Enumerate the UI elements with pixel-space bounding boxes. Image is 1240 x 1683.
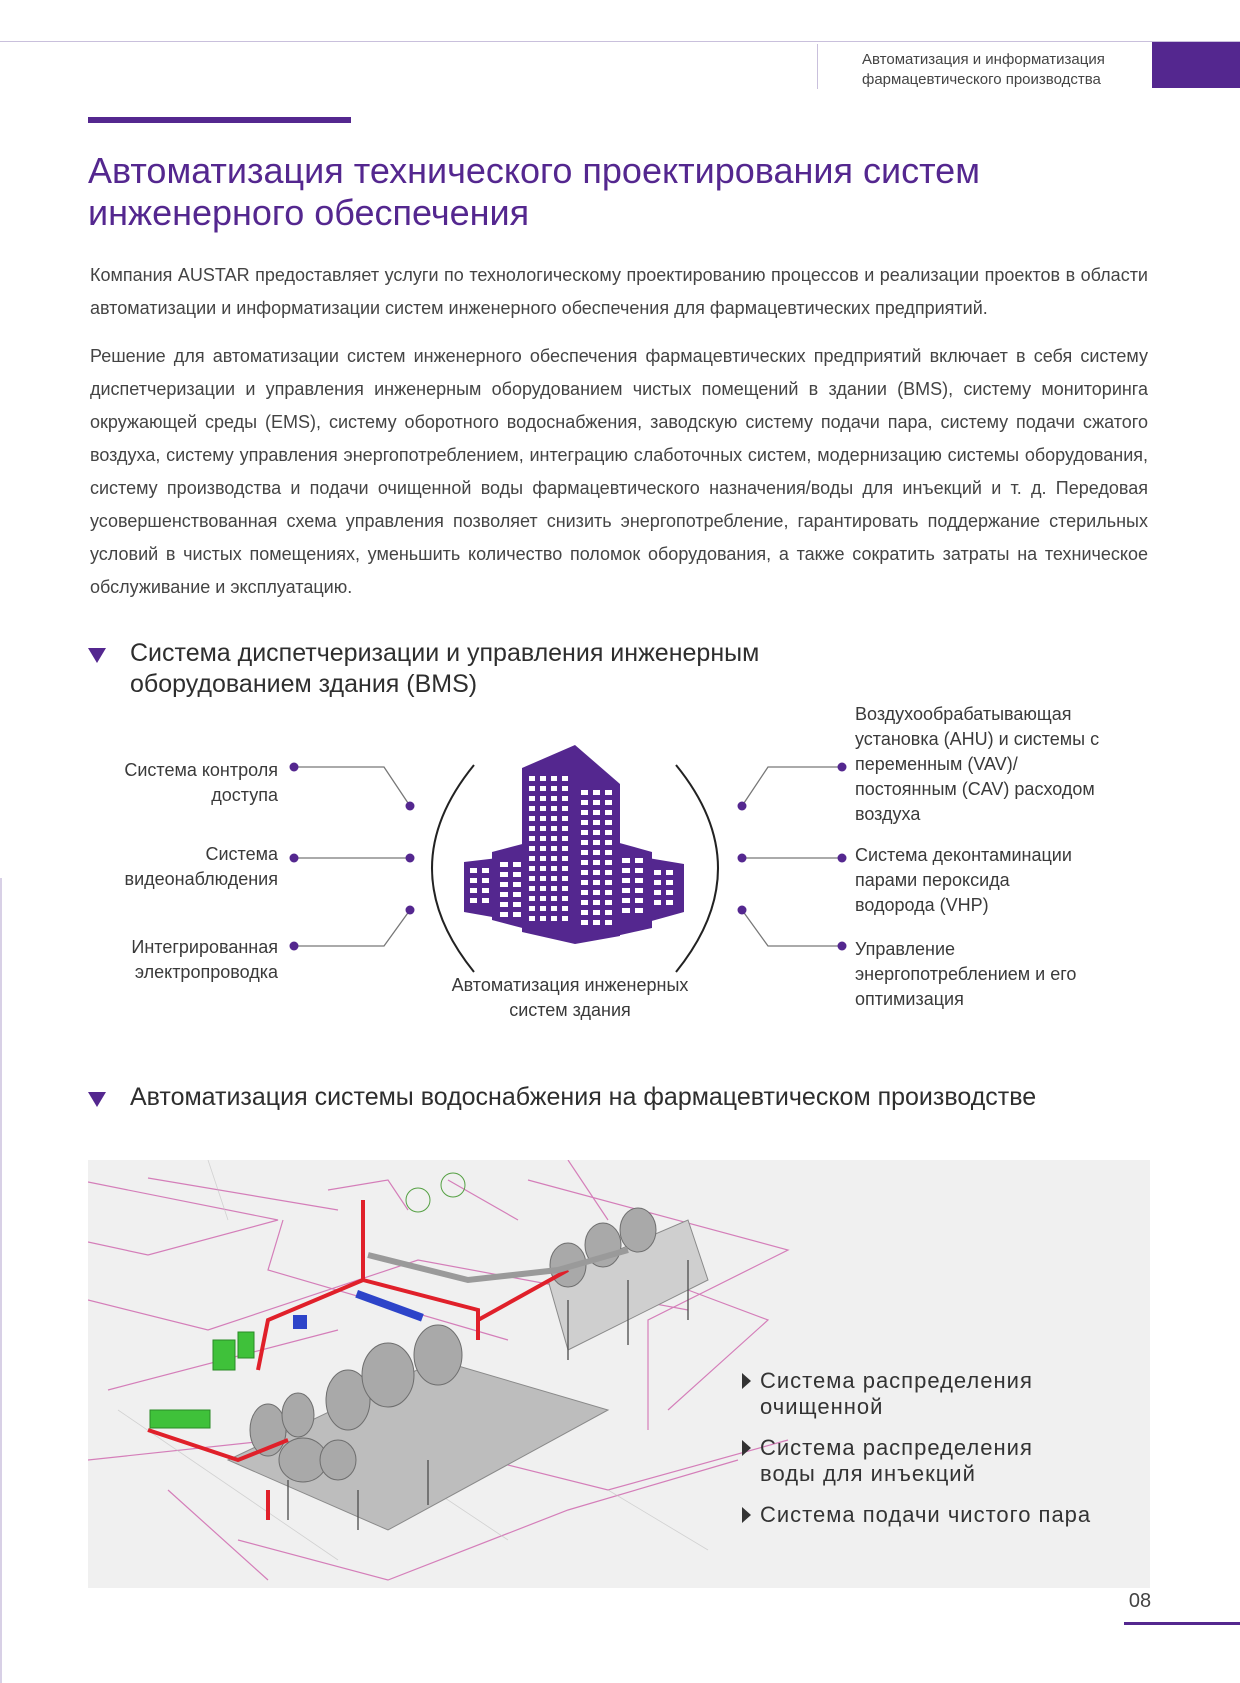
label-line: парами пероксида: [855, 870, 1010, 890]
header-rule: [0, 41, 1240, 42]
label-line: Интегрированная: [131, 937, 278, 957]
window: [529, 776, 535, 781]
window: [551, 786, 557, 791]
label-line: Система: [205, 844, 278, 864]
bms-title-line-2: оборудованием здания (BMS): [130, 670, 478, 698]
window: [605, 830, 612, 835]
window: [562, 896, 568, 901]
left-connectors: [294, 767, 410, 946]
play-arrow-icon: [742, 1373, 751, 1389]
label-line: видеонаблюдения: [124, 869, 278, 889]
window: [513, 902, 521, 907]
label-line: Система контроля: [124, 760, 278, 780]
item-line: очищенной: [760, 1394, 884, 1419]
window: [500, 892, 508, 897]
window: [540, 776, 546, 781]
water-section-title: [88, 1082, 1188, 1113]
right-connectors: [742, 767, 842, 946]
bms-title-line-1: Система диспетчеризации и управления инженерным: [130, 639, 760, 667]
window: [540, 786, 546, 791]
label-line: доступа: [211, 785, 278, 805]
page-number-rule: [1124, 1622, 1240, 1625]
window: [482, 898, 489, 903]
window: [562, 846, 568, 851]
window: [500, 902, 508, 907]
window: [605, 900, 612, 905]
window: [500, 882, 508, 887]
window: [635, 888, 643, 893]
window: [605, 810, 612, 815]
window: [529, 786, 535, 791]
window: [581, 890, 588, 895]
window: [605, 820, 612, 825]
window: [540, 856, 546, 861]
window: [529, 896, 535, 901]
window: [622, 878, 630, 883]
window: [562, 906, 568, 911]
window: [622, 898, 630, 903]
window: [581, 880, 588, 885]
page-number: 08: [1128, 1590, 1152, 1612]
window: [529, 846, 535, 851]
intro-paragraph: Компания AUSTAR предоставляет услуги по технологическому проектированию процессов и реализации проектов в области автоматизации и информатизации систем инженерного обеспечения для фармацевтических предприятий.: [90, 265, 1148, 318]
window: [482, 878, 489, 883]
label-line: Воздухообрабатывающая: [855, 704, 1072, 724]
window: [562, 826, 568, 831]
window: [529, 856, 535, 861]
label-line: энергопотреблением и его: [855, 964, 1077, 984]
window: [605, 890, 612, 895]
window: [635, 868, 643, 873]
window: [540, 866, 546, 871]
water-system-item-3: [742, 1502, 1122, 1528]
window: [654, 880, 661, 885]
window: [581, 920, 588, 925]
building-icon: [464, 745, 684, 944]
window: [529, 836, 535, 841]
window: [562, 916, 568, 921]
window: [551, 836, 557, 841]
window: [529, 806, 535, 811]
window: [581, 850, 588, 855]
window: [540, 876, 546, 881]
water-systems-list: [742, 1368, 1122, 1543]
window: [551, 856, 557, 861]
window: [622, 888, 630, 893]
window: [654, 890, 661, 895]
window: [482, 888, 489, 893]
window: [622, 858, 630, 863]
window: [593, 910, 600, 915]
window: [562, 866, 568, 871]
window: [593, 890, 600, 895]
title-accent-bar: [88, 117, 351, 123]
play-arrow-icon: [742, 1440, 751, 1456]
water-system-item-1: [742, 1368, 1122, 1420]
window: [551, 876, 557, 881]
window: [666, 870, 673, 875]
window: [654, 900, 661, 905]
window: [529, 866, 535, 871]
window: [470, 888, 477, 893]
window: [635, 908, 643, 913]
label-line: постоянным (CAV) расходом: [855, 779, 1095, 799]
label-line: электропроводка: [134, 962, 278, 982]
window: [551, 776, 557, 781]
window: [605, 790, 612, 795]
window: [666, 880, 673, 885]
window: [562, 836, 568, 841]
label-line: Система деконтаминации: [855, 845, 1072, 865]
bms-right-label-1: [855, 702, 1145, 827]
running-header: [862, 50, 1105, 90]
window: [551, 896, 557, 901]
window: [470, 868, 477, 873]
label-line: воздуха: [855, 804, 921, 824]
window: [581, 870, 588, 875]
window: [470, 878, 477, 883]
window: [482, 868, 489, 873]
window: [581, 830, 588, 835]
window: [581, 820, 588, 825]
bms-left-label-2: [88, 842, 278, 892]
window: [581, 790, 588, 795]
window: [551, 826, 557, 831]
window: [540, 906, 546, 911]
window: [593, 820, 600, 825]
running-header-line-2: фармацевтического производства: [862, 71, 1101, 88]
label-line: установка (AHU) и системы с: [855, 729, 1100, 749]
window: [581, 910, 588, 915]
window: [562, 856, 568, 861]
window: [551, 816, 557, 821]
header-divider: [817, 44, 818, 89]
window: [540, 916, 546, 921]
window: [593, 860, 600, 865]
window: [551, 866, 557, 871]
window: [562, 876, 568, 881]
water-system-item-2: [742, 1435, 1122, 1487]
window: [605, 850, 612, 855]
window: [500, 862, 508, 867]
window: [605, 910, 612, 915]
window: [500, 872, 508, 877]
window: [562, 796, 568, 801]
window: [581, 810, 588, 815]
window: [551, 796, 557, 801]
window: [593, 810, 600, 815]
window: [593, 790, 600, 795]
window: [529, 826, 535, 831]
window: [551, 906, 557, 911]
water-title-text: Автоматизация системы водоснабжения на фармацевтическом производстве: [130, 1083, 1037, 1111]
label-line: Управление: [855, 939, 956, 959]
window: [513, 892, 521, 897]
page-title: [88, 150, 1088, 234]
window: [654, 870, 661, 875]
window: [593, 870, 600, 875]
window: [593, 830, 600, 835]
window: [540, 836, 546, 841]
window: [593, 920, 600, 925]
window: [513, 872, 521, 877]
window: [666, 890, 673, 895]
bms-left-label-3: [88, 935, 278, 985]
window: [540, 806, 546, 811]
window: [540, 886, 546, 891]
window: [470, 898, 477, 903]
caption-line: Автоматизация инженерных: [451, 975, 689, 995]
window: [562, 886, 568, 891]
window: [513, 912, 521, 917]
section-triangle-icon: [88, 1092, 106, 1107]
window: [562, 786, 568, 791]
window: [581, 840, 588, 845]
bms-caption: [420, 973, 720, 1023]
window: [605, 840, 612, 845]
window: [529, 906, 535, 911]
window: [593, 880, 600, 885]
bms-right-label-2: [855, 843, 1145, 918]
window: [605, 870, 612, 875]
caption-line: систем здания: [509, 1000, 631, 1020]
window: [605, 880, 612, 885]
item-line: Система распределения: [760, 1368, 1033, 1393]
window: [605, 860, 612, 865]
window: [635, 898, 643, 903]
window: [562, 816, 568, 821]
window: [581, 900, 588, 905]
window: [605, 920, 612, 925]
window: [593, 850, 600, 855]
label-line: водорода (VHP): [855, 895, 989, 915]
window: [605, 800, 612, 805]
window: [540, 846, 546, 851]
window: [581, 860, 588, 865]
window: [635, 858, 643, 863]
item-line: Система подачи чистого пара: [760, 1502, 1092, 1527]
window: [513, 862, 521, 867]
window: [622, 868, 630, 873]
window: [500, 912, 508, 917]
window: [593, 800, 600, 805]
window: [540, 826, 546, 831]
label-line: оптимизация: [855, 989, 964, 1009]
window: [529, 876, 535, 881]
window: [551, 886, 557, 891]
page-title-line-1: Автоматизация технического проектирования систем: [88, 150, 980, 191]
window: [666, 900, 673, 905]
window: [540, 816, 546, 821]
window: [540, 796, 546, 801]
bms-right-label-3: [855, 937, 1145, 1012]
window: [551, 806, 557, 811]
window: [562, 776, 568, 781]
solution-paragraph: Решение для автоматизации систем инженерного обеспечения фармацевтических предприятий включает в себя систему диспетчеризации и управления инженерным оборудованием чистых помещений в здании (BMS), систему мониторинга окружающей среды (EMS), систему оборотного водоснабжения, заводскую систему подачи пара, систему подачи сжатого воздуха, систему управления энергопотреблением, интеграцию слаботочных систем, модернизацию системы оборудования, систему производства и подачи очищенной воды фармацевтического назначения/воды для инъекций и т. д. Передовая усовершенствованная схема управления позволяет снизить энергопотребление, гарантировать поддержание стерильных условий в чистых помещениях, уменьшить количество поломок оборудования, а также сократить затраты на техническое обслуживание и эксплуатацию.: [90, 346, 1148, 597]
section-triangle-icon: [88, 648, 106, 663]
window: [622, 908, 630, 913]
window: [581, 800, 588, 805]
window: [551, 916, 557, 921]
window: [551, 846, 557, 851]
window: [540, 896, 546, 901]
window: [635, 878, 643, 883]
window: [529, 886, 535, 891]
window: [529, 816, 535, 821]
item-line: воды для инъекций: [760, 1461, 976, 1486]
header-accent-block: [1152, 42, 1240, 88]
label-line: переменным (VAV)/: [855, 754, 1018, 774]
window: [513, 882, 521, 887]
play-arrow-icon: [742, 1507, 751, 1523]
window: [593, 900, 600, 905]
window: [562, 806, 568, 811]
page-title-line-2: инженерного обеспечения: [88, 192, 530, 233]
item-line: Система распределения: [760, 1435, 1033, 1460]
window: [529, 796, 535, 801]
window: [529, 916, 535, 921]
running-header-line-1: Автоматизация и информатизация: [862, 51, 1105, 68]
bms-left-label-1: [88, 758, 278, 808]
window: [593, 840, 600, 845]
